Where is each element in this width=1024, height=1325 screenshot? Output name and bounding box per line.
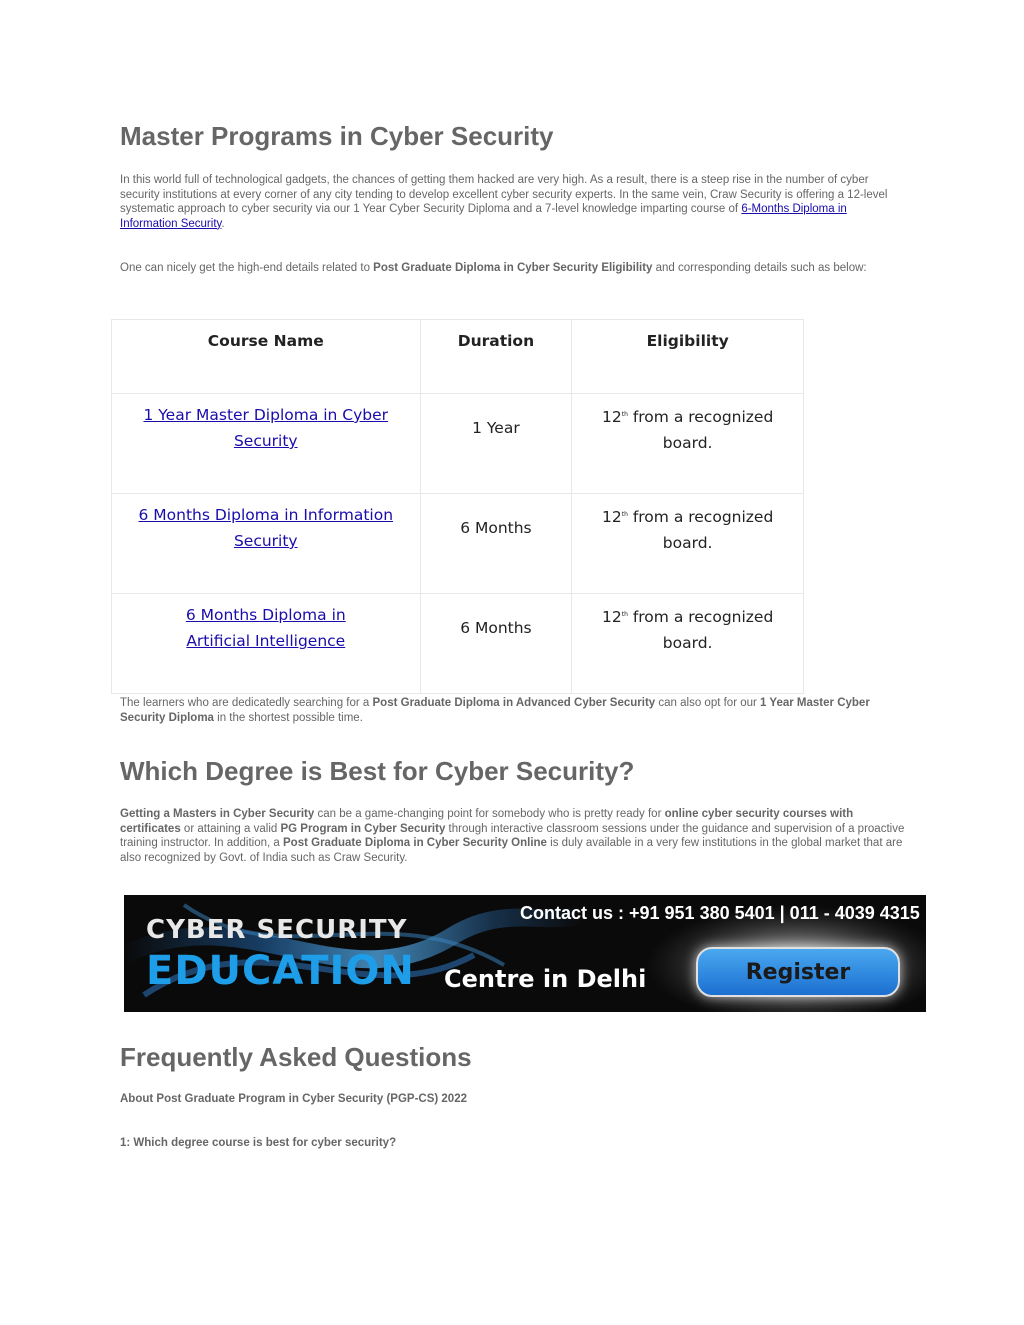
after-table-paragraph: [120, 696, 906, 725]
after-text-e: in the shortest possible time.: [213, 711, 363, 724]
diploma-infosec-link[interactable]: 6-Months Diploma in Information Security: [120, 203, 847, 230]
header-course-name: Course Name: [112, 320, 421, 394]
degree-text-b: can be a game-changing point for somebody who is pretty ready for: [314, 808, 665, 820]
online-courses-link[interactable]: online cyber security courses with certificates: [120, 808, 854, 835]
degree-text-f: through interactive classroom sessions under the guidance and supervision of a proactive training instructor. In addition, a: [120, 822, 905, 849]
table-row: [112, 394, 804, 494]
eligibility-cell: [572, 394, 804, 494]
duration-cell: 6 Months: [420, 494, 572, 594]
banner-contact: Contact us : +91 951 380 5401 | 011 - 4039 4315: [520, 903, 920, 923]
degree-bold-g: Post Graduate Diploma in Cyber Security Online: [283, 837, 547, 849]
courses-table: [111, 319, 804, 694]
section-heading-degree: Which Degree is Best for Cyber Security?: [120, 756, 635, 786]
eligibility-cell: [572, 494, 804, 594]
eligibility-paragraph: [120, 261, 906, 276]
elig-sup: th: [621, 511, 628, 518]
elig-rest: from a recognized board.: [627, 508, 774, 553]
elig-sup: th: [621, 411, 628, 418]
table-header-row: [112, 320, 804, 394]
after-text-bold-b: Post Graduate Diploma in Advanced Cyber Security: [372, 697, 656, 709]
faq-subheading: About Post Graduate Program in Cyber Security (PGP-CS) 2022: [120, 1093, 467, 1105]
elig-rest: from a recognized board.: [627, 608, 774, 653]
duration-cell: 1 Year: [420, 394, 572, 494]
degree-bold-a: Getting a Masters in Cyber Security: [120, 808, 315, 820]
elig-rest: from a recognized board.: [627, 408, 774, 453]
intro-text: In this world full of technological gadgets, the chances of getting them hacked are very high. As a result, there is a steep rise in the number of cyber security institutions at every corner of any city tending to develop excellent cyber security experts. In the same vein, Craw Security is offering a 12-level systematic approach to cyber security via our 1 Year Cyber Security Diploma and a 7-level knowledge imparting course of: [120, 174, 888, 215]
elig-num: 12: [602, 608, 622, 627]
elig-text-bold: Post Graduate Diploma in Cyber Security Eligibility: [373, 262, 653, 274]
header-duration: Duration: [420, 320, 572, 394]
section-heading-faq: Frequently Asked Questions: [120, 1042, 472, 1072]
course-link[interactable]: 6 Months Diploma in Information Security: [138, 506, 394, 550]
degree-bold-e: PG Program in Cyber Security: [280, 822, 446, 835]
degree-text-d: or attaining a valid: [180, 822, 281, 835]
elig-num: 12: [602, 508, 622, 527]
after-text-c: can also opt for our: [655, 697, 761, 709]
header-eligibility: Eligibility: [572, 320, 804, 394]
eligibility-cell: [572, 594, 804, 694]
degree-paragraph: [120, 807, 906, 865]
education-banner[interactable]: [124, 895, 926, 1012]
after-text-a: The learners who are dedicatedly searching for a: [120, 697, 373, 709]
banner-line-education: EDUCATION: [146, 948, 415, 994]
banner-line-cyber-security: CYBER SECURITY: [146, 915, 408, 945]
degree-text-h: is duly available in a very few institutions in the global market that are also recognized by Govt. of India such as Craw Security.: [120, 837, 903, 864]
elig-sup: th: [621, 611, 628, 618]
course-link[interactable]: 6 Months Diploma in Artificial Intelligence: [185, 606, 346, 650]
intro-end: .: [221, 217, 225, 230]
register-button[interactable]: Register: [696, 947, 900, 997]
duration-cell: 6 Months: [420, 594, 572, 694]
page-title: Master Programs in Cyber Security: [120, 121, 554, 151]
banner-line-centre: Centre in Delhi: [444, 965, 647, 993]
intro-paragraph: [120, 173, 906, 231]
table-row: [112, 594, 804, 694]
table-row: [112, 494, 804, 594]
after-text-bold-d: 1 Year Master Cyber Security Diploma: [120, 697, 870, 724]
elig-text-c: and corresponding details such as below:: [652, 262, 867, 274]
elig-num: 12: [602, 408, 622, 427]
course-link[interactable]: 1 Year Master Diploma in Cyber Security: [143, 406, 389, 450]
faq-question-1: 1: Which degree course is best for cyber security?: [120, 1137, 397, 1149]
elig-text-a: One can nicely get the high-end details related to: [120, 262, 374, 274]
